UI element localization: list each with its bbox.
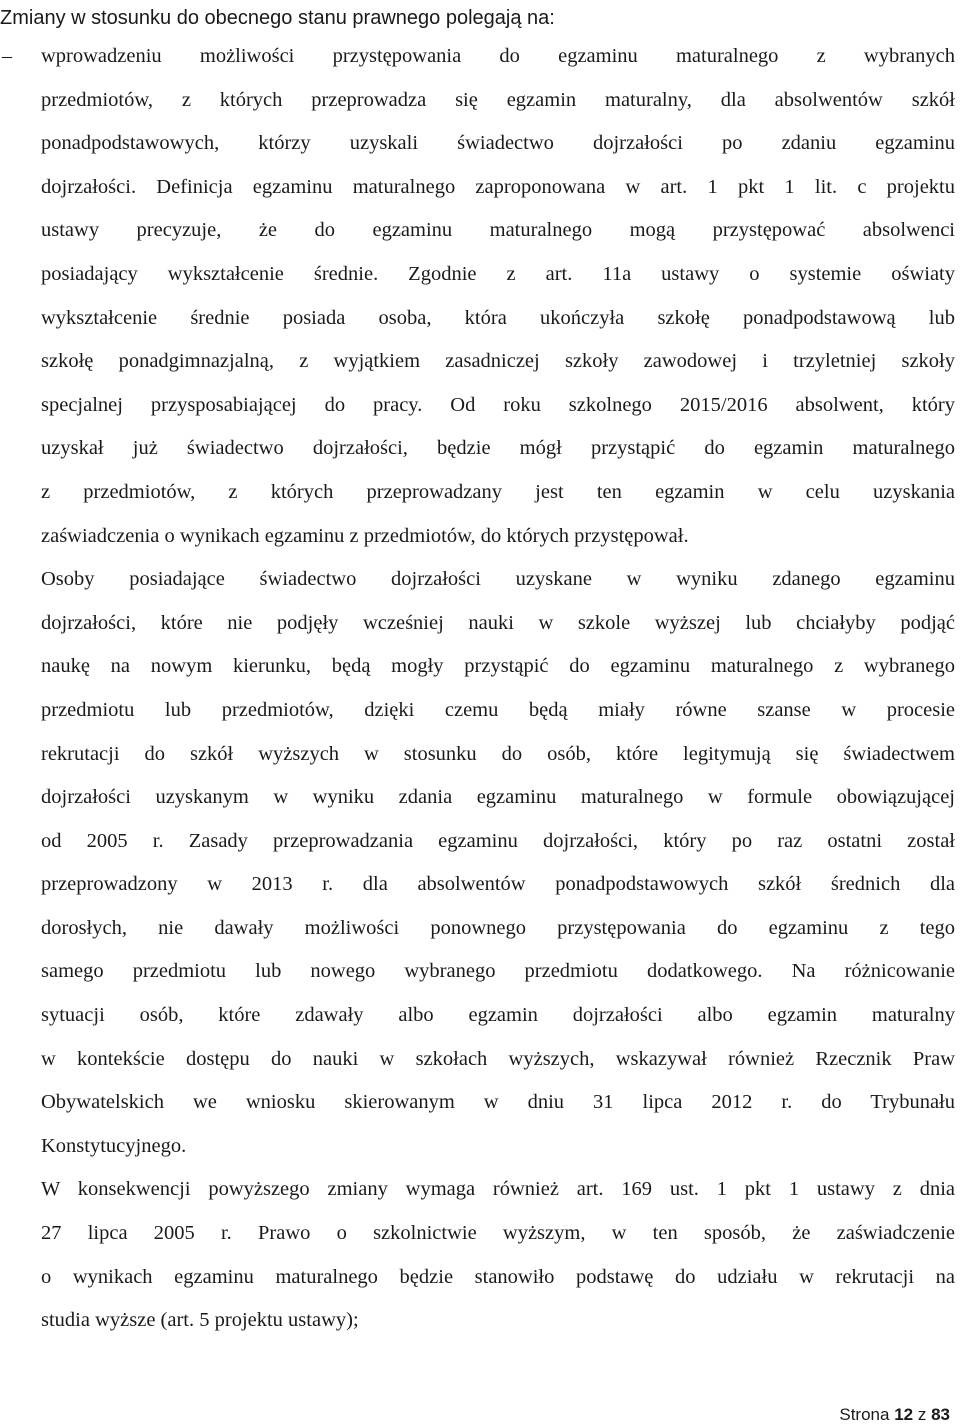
total-page-count: 83 bbox=[931, 1405, 950, 1424]
text-line: przedmiotu lub przedmiotów, dzięki czemu będą miały równe szanse w procesie bbox=[41, 698, 955, 721]
text-line: samego przedmiotu lub nowego wybranego przedmiotu dodatkowego. Na różnicowanie bbox=[41, 960, 955, 983]
text-line: specjalnej przysposabiającej do pracy. Od roku szkolnego 2015/2016 absolwent, który bbox=[41, 393, 955, 416]
text-line: wykształcenie średnie posiada osoba, która ukończyła szkołę ponadpodstawową lub bbox=[41, 306, 955, 329]
text-line: 27 lipca 2005 r. Prawo o szkolnictwie wyższym, w ten sposób, że zaświadczenie bbox=[41, 1222, 955, 1245]
text-line: dorosłych, nie dawały możliwości ponownego przystępowania do egzaminu z tego bbox=[41, 916, 955, 939]
page-separator: z bbox=[917, 1405, 927, 1424]
text-line: przeprowadzony w 2013 r. dla absolwentów ponadpodstawowych szkół średnich dla bbox=[41, 873, 955, 896]
current-page-number: 12 bbox=[894, 1405, 914, 1424]
text-line: posiadający wykształcenie średnie. Zgodnie z art. 11a ustawy o systemie oświaty bbox=[41, 262, 955, 285]
text-line: szkołę ponadgimnazjalną, z wyjątkiem zasadniczej szkoły zawodowej i trzyletniej szkoły bbox=[41, 350, 955, 373]
text-line: sytuacji osób, które zdawały albo egzamin dojrzałości albo egzamin maturalny bbox=[41, 1004, 955, 1027]
text-line: rekrutacji do szkół wyższych w stosunku do osób, które legitymują się świadectwem bbox=[41, 742, 955, 765]
text-line: ponadpodstawowych, którzy uzyskali świadectwo dojrzałości po zdaniu egzaminu bbox=[41, 132, 955, 155]
text-line: naukę na nowym kierunku, będą mogły przystąpić do egzaminu maturalnego z wybranego bbox=[41, 655, 955, 678]
text-line: od 2005 r. Zasady przeprowadzania egzaminu dojrzałości, który po raz ostatni został bbox=[41, 829, 955, 852]
list-dash-marker: – bbox=[2, 45, 12, 67]
text-line: dojrzałości uzyskanym w wyniku zdania egzaminu maturalnego w formule obowiązującej bbox=[41, 786, 955, 809]
text-line: dojrzałości. Definicja egzaminu maturalnego zaproponowana w art. 1 pkt 1 lit. c projektu bbox=[41, 175, 955, 198]
text-line: wprowadzeniu możliwości przystępowania do egzaminu maturalnego z wybranych bbox=[41, 45, 955, 67]
text-line: W konsekwencji powyższego zmiany wymaga również art. 169 ust. 1 pkt 1 ustawy z dnia bbox=[41, 1178, 955, 1201]
text-line: uzyskał już świadectwo dojrzałości, będzie mógł przystąpić do egzamin maturalnego bbox=[41, 437, 955, 460]
text-line: w kontekście dostępu do nauki w szkołach wyższych, wskazywał również Rzecznik Praw bbox=[41, 1047, 955, 1070]
page-number-footer bbox=[839, 1402, 950, 1428]
text-line: Obywatelskich we wniosku skierowanym w dniu 31 lipca 2012 r. do Trybunału bbox=[41, 1091, 955, 1114]
text-line: przedmiotów, z których przeprowadza się egzamin maturalny, dla absolwentów szkół bbox=[41, 88, 955, 111]
body-text bbox=[41, 38, 955, 1346]
intro-line: Zmiany w stosunku do obecnego stanu prawnego polegają na: bbox=[0, 7, 555, 29]
text-line: Osoby posiadające świadectwo dojrzałości uzyskane w wyniku zdanego egzaminu bbox=[41, 568, 955, 591]
text-line: zaświadczenia o wynikach egzaminu z przedmiotów, do których przystępował. bbox=[41, 524, 689, 547]
text-line: o wynikach egzaminu maturalnego będzie stanowiło podstawę do udziału w rekrutacji na bbox=[41, 1265, 955, 1288]
text-line: Konstytucyjnego. bbox=[41, 1134, 187, 1157]
text-line: dojrzałości, które nie podjęły wcześniej nauki w szkole wyższej lub chciałyby podjąć bbox=[41, 611, 955, 634]
text-line: ustawy precyzuje, że do egzaminu maturalnego mogą przystępować absolwenci bbox=[41, 219, 955, 242]
text-line: z przedmiotów, z których przeprowadzany jest ten egzamin w celu uzyskania bbox=[41, 480, 955, 503]
text-line: studia wyższe (art. 5 projektu ustawy); bbox=[41, 1309, 359, 1332]
page-label: Strona bbox=[839, 1405, 890, 1424]
